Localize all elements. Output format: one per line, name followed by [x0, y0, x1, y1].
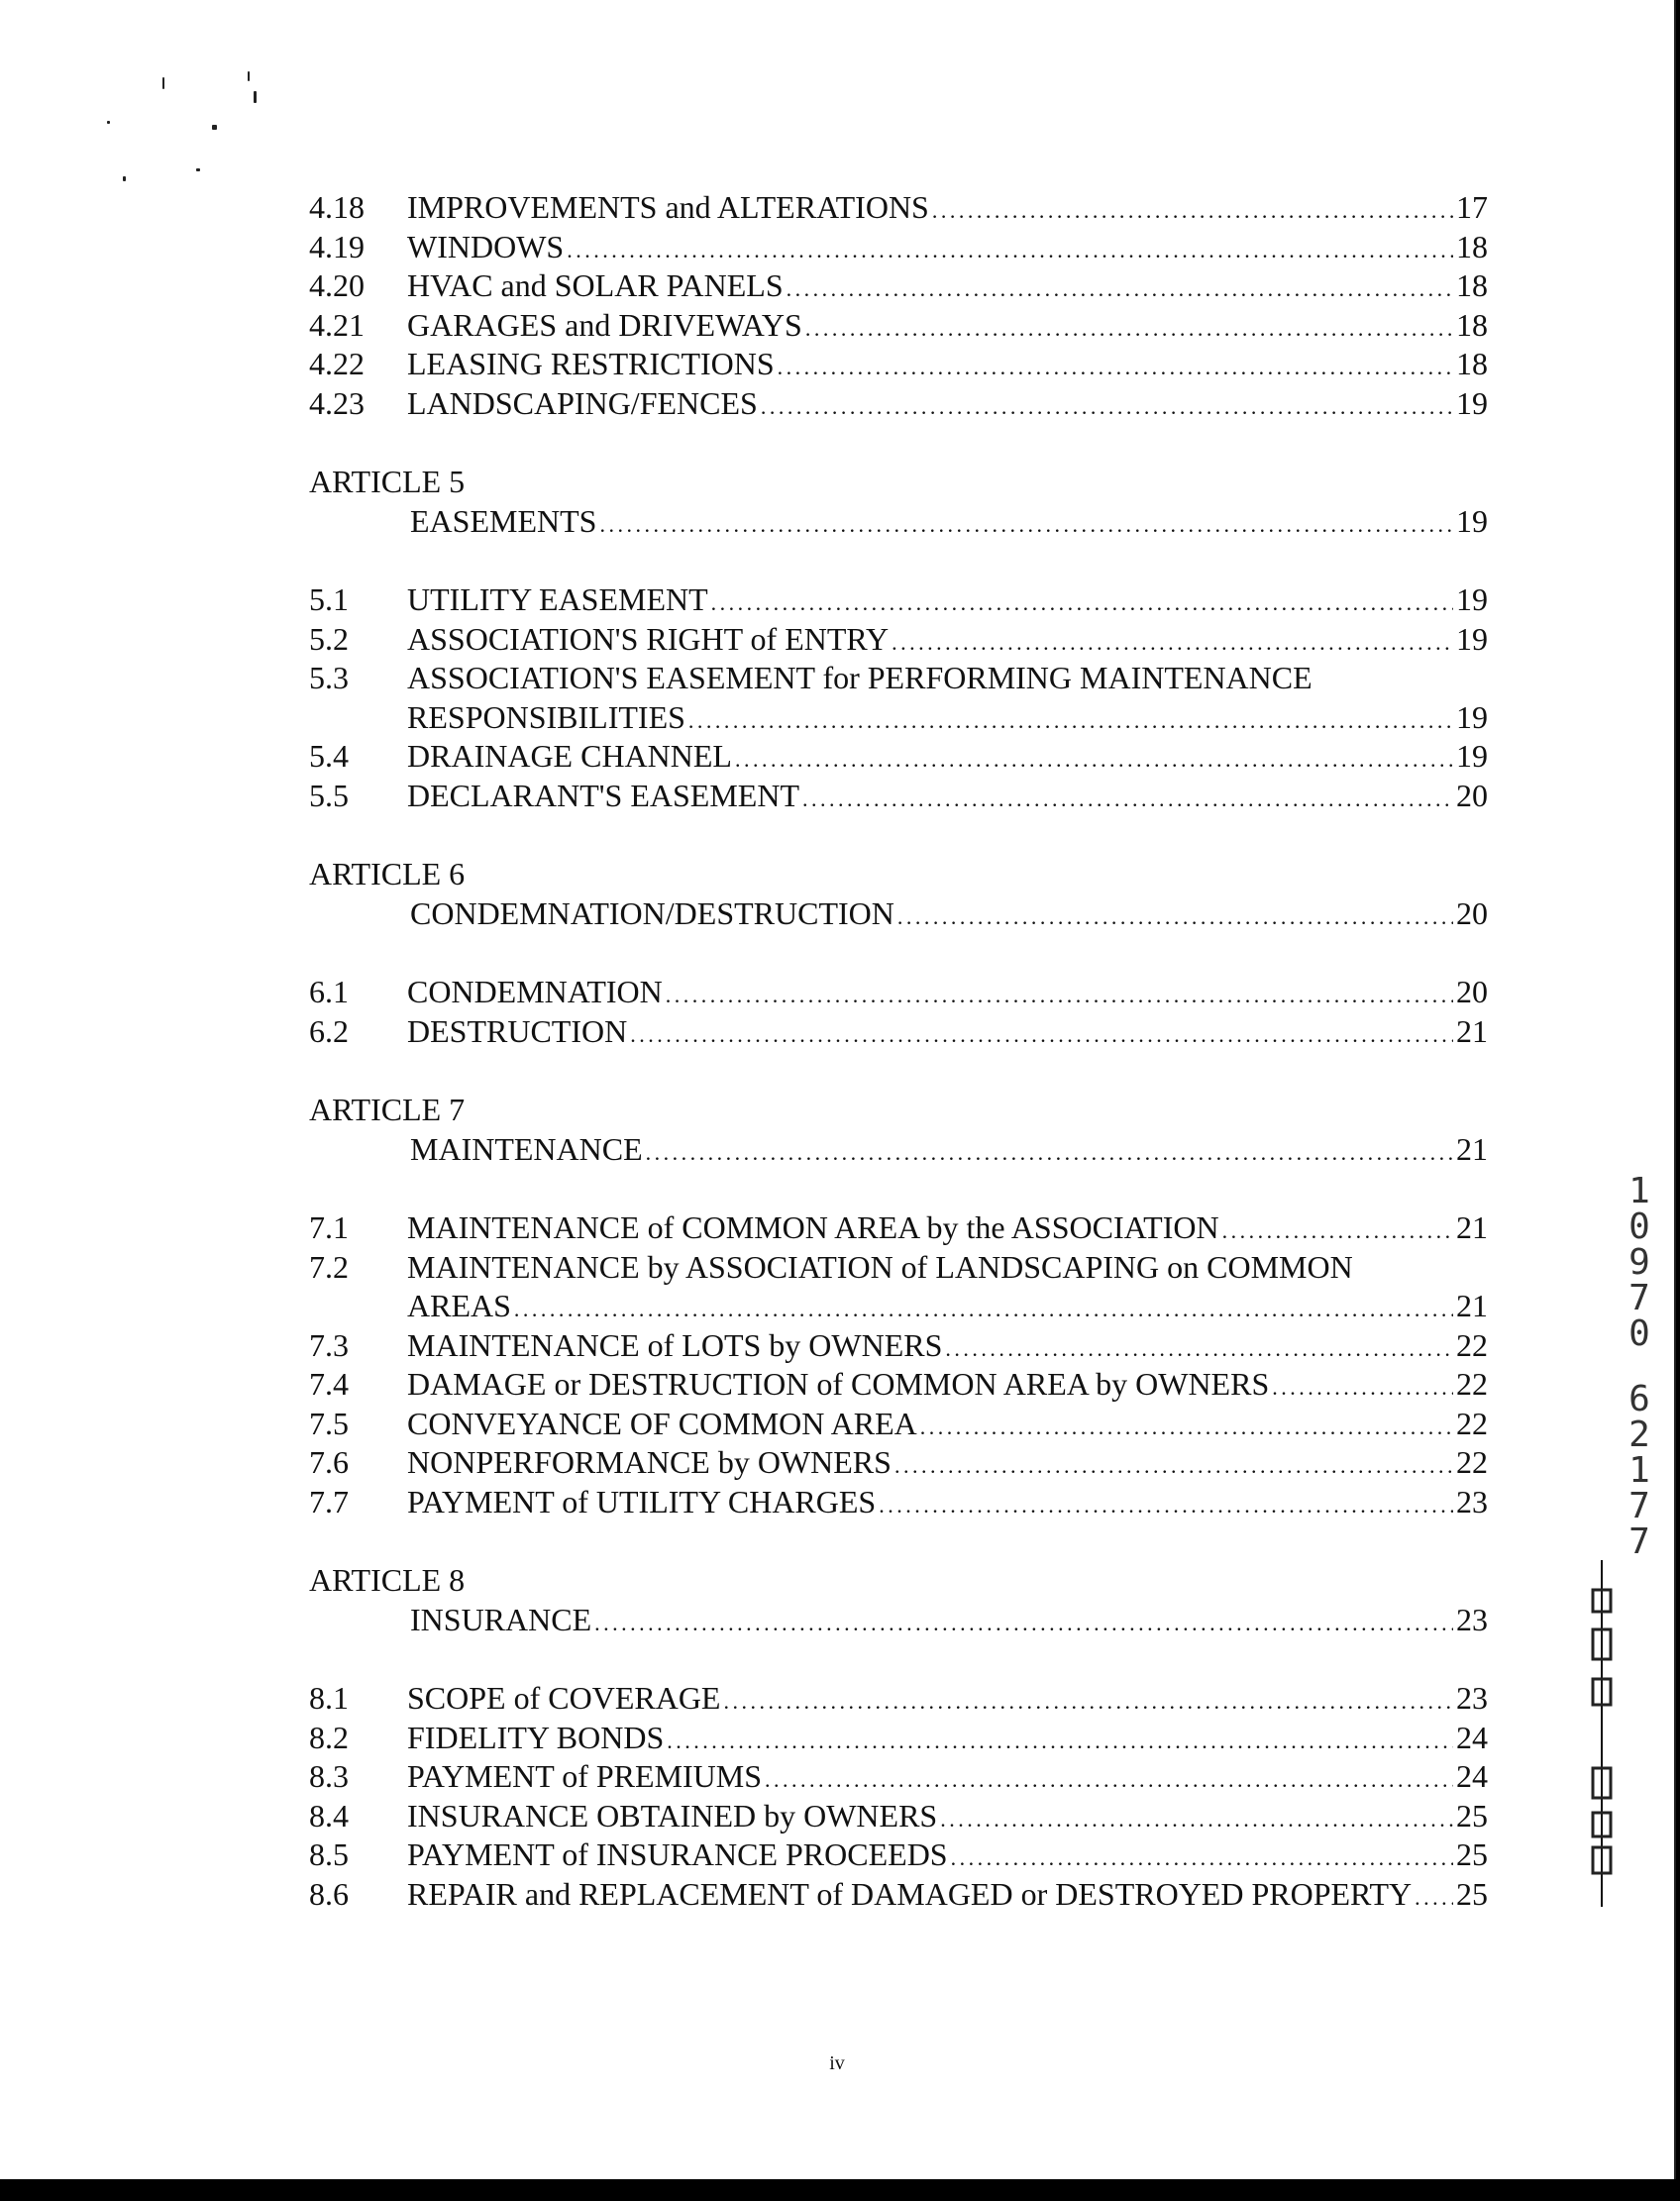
page-reference: 18: [1456, 228, 1488, 264]
dot-leader: [567, 231, 1453, 270]
page-reference: 21: [1456, 1209, 1488, 1245]
section-number: 4.22: [309, 346, 365, 381]
toc-entry: [309, 1248, 1488, 1288]
article-title-row: [309, 502, 1488, 542]
dot-leader: [932, 191, 1453, 231]
scan-speck: [254, 91, 257, 103]
side-code-digit: 1: [1628, 1450, 1650, 1491]
page-reference: 25: [1456, 1836, 1488, 1872]
toc-entry: [309, 1875, 1488, 1915]
toc-entry: [309, 1797, 1488, 1836]
section-title: CONVEYANCE OF COMMON AREA: [407, 1405, 917, 1441]
page-reference: 25: [1456, 1797, 1488, 1834]
dot-leader: [599, 505, 1453, 545]
article-title-row: [309, 894, 1488, 934]
section-number: 5.5: [309, 777, 349, 813]
section-title: MAINTENANCE of LOTS by OWNERS: [407, 1326, 943, 1363]
section-title: WINDOWS: [407, 228, 565, 264]
article-title: CONDEMNATION/DESTRUCTION: [410, 894, 894, 931]
dot-leader: [765, 1760, 1453, 1800]
dot-leader: [630, 1015, 1453, 1055]
page-reference: 22: [1456, 1366, 1488, 1402]
section-title: UTILITY EASEMENT: [407, 581, 708, 617]
section-title: ASSOCIATION'S EASEMENT for PERFORMING MAINTENANCE: [407, 660, 1312, 695]
toc-entry: [309, 1719, 1488, 1758]
section-number: 5.4: [309, 738, 349, 774]
toc-entry: [309, 188, 1488, 228]
dot-leader: [1415, 1878, 1453, 1918]
article-label: ARTICLE 7: [309, 1092, 466, 1127]
page-reference: 24: [1456, 1758, 1488, 1794]
dot-leader: [688, 701, 1453, 741]
side-code-digit: 6: [1628, 1379, 1650, 1419]
page-reference: 20: [1456, 894, 1488, 931]
section-title: PAYMENT of INSURANCE PROCEEDS: [407, 1836, 948, 1872]
article-label: ARTICLE 6: [309, 856, 466, 891]
dot-leader: [940, 1800, 1453, 1839]
toc-entry: [309, 1679, 1488, 1719]
section-title: LANDSCAPING/FENCES: [407, 384, 758, 421]
section-number: 5.2: [309, 620, 349, 657]
dot-leader: [1222, 1211, 1453, 1251]
page-reference: 19: [1456, 698, 1488, 735]
scan-speck: [107, 121, 110, 124]
section-gap: [309, 1051, 1488, 1091]
article-label: ARTICLE 5: [309, 464, 466, 499]
section-title: DAMAGE or DESTRUCTION of COMMON AREA by OWNERS: [407, 1366, 1270, 1402]
section-title: SCOPE of COVERAGE: [407, 1680, 721, 1716]
section-title: INSURANCE OBTAINED by OWNERS: [407, 1797, 938, 1834]
toc-entry: [309, 1443, 1488, 1483]
scan-speck: [248, 71, 250, 81]
dot-leader: [879, 1486, 1453, 1525]
toc-entry: [309, 580, 1488, 620]
section-gap: [309, 933, 1488, 973]
article-title-row: [309, 1601, 1488, 1640]
section-title: PAYMENT of UTILITY CHARGES: [407, 1483, 877, 1520]
section-title: FIDELITY BONDS: [407, 1719, 665, 1755]
toc-entry: [309, 620, 1488, 660]
dot-leader: [667, 1722, 1453, 1761]
toc-entry: [309, 1405, 1488, 1444]
article-title: MAINTENANCE: [410, 1130, 643, 1167]
page-reference: 20: [1456, 974, 1488, 1009]
page-reference: 21: [1456, 1012, 1488, 1049]
toc-entry: [309, 345, 1488, 384]
dot-leader: [897, 897, 1453, 937]
section-number: 6.2: [309, 1012, 349, 1049]
dot-leader: [711, 583, 1453, 623]
section-title: MAINTENANCE of COMMON AREA by the ASSOCIATION: [407, 1209, 1219, 1245]
section-number: 4.19: [309, 228, 365, 264]
page-reference: 25: [1456, 1875, 1488, 1912]
page-reference: 22: [1456, 1326, 1488, 1363]
section-number: 7.4: [309, 1366, 349, 1402]
section-title: CONDEMNATION: [407, 974, 663, 1009]
section-number: 7.7: [309, 1483, 349, 1520]
toc-entry: [309, 384, 1488, 424]
toc-entry-continuation: [309, 1287, 1488, 1326]
side-code-digit: 7: [1628, 1278, 1650, 1318]
dot-leader: [666, 976, 1453, 1015]
dot-leader: [892, 623, 1453, 663]
section-number: 7.3: [309, 1326, 349, 1363]
toc-entry: [309, 1326, 1488, 1366]
dot-leader: [514, 1290, 1453, 1329]
dot-leader: [723, 1682, 1453, 1722]
section-gap: [309, 1169, 1488, 1208]
toc-entry: [309, 777, 1488, 816]
article-heading: [309, 1561, 1488, 1601]
section-number: 8.4: [309, 1797, 349, 1834]
page-reference: 20: [1456, 777, 1488, 813]
section-number: 5.1: [309, 581, 349, 617]
page-reference: 19: [1456, 620, 1488, 657]
section-title: DESTRUCTION: [407, 1012, 628, 1049]
toc-entry: [309, 1483, 1488, 1522]
section-title: GARAGES and DRIVEWAYS: [407, 306, 802, 343]
side-code-digit: 2: [1628, 1415, 1650, 1455]
page-reference: 22: [1456, 1444, 1488, 1480]
section-number: 8.5: [309, 1836, 349, 1872]
section-title: PAYMENT of PREMIUMS: [407, 1758, 763, 1794]
article-title-row: [309, 1130, 1488, 1170]
page-reference: 18: [1456, 306, 1488, 343]
toc-entry: [309, 1208, 1488, 1248]
toc-entry: [309, 1012, 1488, 1052]
section-number: 8.2: [309, 1719, 349, 1755]
page-reference: 18: [1456, 267, 1488, 303]
scan-speck: [123, 176, 126, 181]
dot-leader: [594, 1604, 1453, 1643]
page-reference: 23: [1456, 1680, 1488, 1716]
page-reference: 24: [1456, 1719, 1488, 1755]
page-reference: 21: [1456, 1130, 1488, 1167]
dot-leader: [646, 1133, 1453, 1173]
scan-speck: [162, 77, 164, 89]
section-title: IMPROVEMENTS and ALTERATIONS: [407, 189, 929, 225]
section-number: 8.3: [309, 1758, 349, 1794]
toc-entry: [309, 659, 1488, 698]
side-code-digit: 9: [1628, 1242, 1650, 1283]
section-number: 8.1: [309, 1680, 349, 1716]
side-code-digit: 7: [1628, 1521, 1650, 1562]
page-reference: 23: [1456, 1601, 1488, 1637]
section-gap: [309, 423, 1488, 463]
dot-leader: [787, 269, 1453, 309]
section-title: LEASING RESTRICTIONS: [407, 346, 775, 381]
side-code-digit: 0: [1628, 1313, 1650, 1354]
toc-entry: [309, 266, 1488, 306]
page-reference: 18: [1456, 346, 1488, 381]
dot-leader: [805, 309, 1453, 349]
article-label: ARTICLE 8: [309, 1562, 466, 1598]
article-heading: [309, 855, 1488, 894]
section-title-continued: AREAS: [407, 1288, 511, 1323]
page-reference: 17: [1456, 189, 1488, 225]
side-document-number: [1625, 1171, 1654, 1562]
dot-leader: [1272, 1368, 1453, 1408]
scan-speck: [212, 125, 217, 130]
toc-entry: [309, 228, 1488, 267]
section-number: 4.23: [309, 384, 365, 421]
page-reference: 23: [1456, 1483, 1488, 1520]
page-reference: 19: [1456, 581, 1488, 617]
section-gap: [309, 815, 1488, 855]
section-number: 5.3: [309, 660, 349, 695]
table-of-contents: [309, 188, 1488, 1914]
section-number: 7.2: [309, 1248, 349, 1285]
article-title: EASEMENTS: [410, 502, 597, 539]
side-code-digit: 7: [1628, 1486, 1650, 1526]
article-heading: [309, 463, 1488, 502]
toc-entry: [309, 1757, 1488, 1797]
section-gap: [309, 541, 1488, 580]
toc-entry-continuation: [309, 698, 1488, 738]
section-number: 6.1: [309, 974, 349, 1009]
section-title: HVAC and SOLAR PANELS: [407, 267, 784, 303]
section-number: 7.1: [309, 1209, 349, 1245]
toc-entry: [309, 973, 1488, 1012]
scan-speck: [196, 168, 200, 171]
section-title: DRAINAGE CHANNEL: [407, 738, 732, 774]
article-title: INSURANCE: [410, 1601, 592, 1637]
section-title: REPAIR and REPLACEMENT of DAMAGED or DESTROYED PROPERTY: [407, 1875, 1413, 1912]
page-reference: 19: [1456, 738, 1488, 774]
toc-entry: [309, 737, 1488, 777]
section-number: 4.18: [309, 189, 365, 225]
page-reference: 19: [1456, 384, 1488, 421]
section-number: 7.5: [309, 1405, 349, 1441]
section-gap: [309, 1639, 1488, 1679]
dot-leader: [802, 780, 1453, 819]
dot-leader: [894, 1446, 1453, 1486]
section-title: MAINTENANCE by ASSOCIATION of LANDSCAPING on COMMON: [407, 1248, 1353, 1285]
section-title: DECLARANT'S EASEMENT: [407, 777, 799, 813]
dot-leader: [778, 348, 1453, 387]
section-gap: [309, 1521, 1488, 1561]
page-reference: 21: [1456, 1288, 1488, 1323]
side-code-digit: 1: [1628, 1171, 1650, 1211]
dot-leader: [951, 1838, 1453, 1878]
page-reference: 22: [1456, 1405, 1488, 1441]
toc-entry: [309, 306, 1488, 346]
recording-stamp: [1589, 1560, 1615, 1907]
section-number: 7.6: [309, 1444, 349, 1480]
article-heading: [309, 1091, 1488, 1130]
page-reference: 19: [1456, 502, 1488, 539]
toc-entry: [309, 1835, 1488, 1875]
toc-entry: [309, 1365, 1488, 1405]
dot-leader: [920, 1408, 1453, 1447]
page-number: iv: [829, 2052, 845, 2074]
section-number: 4.20: [309, 267, 365, 303]
side-code-digit: 0: [1628, 1206, 1650, 1247]
section-title: ASSOCIATION'S RIGHT of ENTRY: [407, 620, 890, 657]
dot-leader: [945, 1329, 1453, 1369]
dot-leader: [761, 387, 1453, 427]
section-number: 8.6: [309, 1875, 349, 1912]
section-title: NONPERFORMANCE by OWNERS: [407, 1444, 892, 1480]
section-number: 4.21: [309, 306, 365, 343]
section-title-continued: RESPONSIBILITIES: [407, 698, 685, 735]
dot-leader: [735, 740, 1453, 780]
